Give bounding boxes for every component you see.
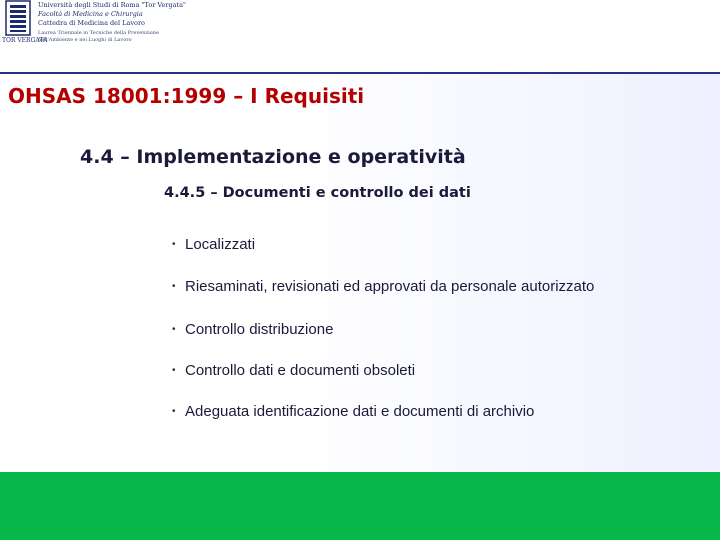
course-name-line-2: nell'Ambiente e nei Luoghi di Lavoro [38,36,132,43]
logo-caption: TOR VERGATA [2,37,48,44]
bullet-dot-icon: • [172,281,176,292]
university-emblem-icon [2,0,34,38]
bullet-list [172,234,692,422]
bullet-text: Controllo distribuzione [185,321,334,338]
bullet-text: Adeguata identificazione dati e documenti di archivio [185,403,535,420]
chair-name: Cattedra di Medicina del Lavoro [38,19,145,27]
bullet-text: Localizzati [185,236,256,253]
list-item [172,401,692,422]
slide-title: OHSAS 18001:1999 – I Requisiti [8,84,365,108]
list-item [172,319,692,340]
university-header-text [38,1,198,43]
bullet-dot-icon: • [172,324,176,335]
faculty-name: Facoltà di Medicina e Chirurgia [38,10,143,18]
bullet-text: Controllo dati e documenti obsoleti [185,362,416,379]
bullet-text: Riesaminati, revisionati ed approvati da personale autorizzato [185,278,595,295]
university-name: Università degli Studi di Roma "Tor Vergata" [38,1,186,9]
university-logo [2,0,48,48]
bullet-dot-icon: • [172,365,176,376]
list-item [172,360,692,381]
list-item [172,234,692,255]
section-heading: 4.4 – Implementazione e operatività [80,146,466,168]
bullet-dot-icon: • [172,406,176,417]
subsection-heading: 4.4.5 – Documenti e controllo dei dati [164,185,471,201]
bullet-dot-icon: • [172,239,176,250]
footer-band [0,472,720,540]
header [0,0,720,50]
list-item [172,276,692,297]
course-name-line-1: Laurea Triennale in Tecniche della Prevenzione [38,30,159,36]
header-divider [0,72,720,74]
